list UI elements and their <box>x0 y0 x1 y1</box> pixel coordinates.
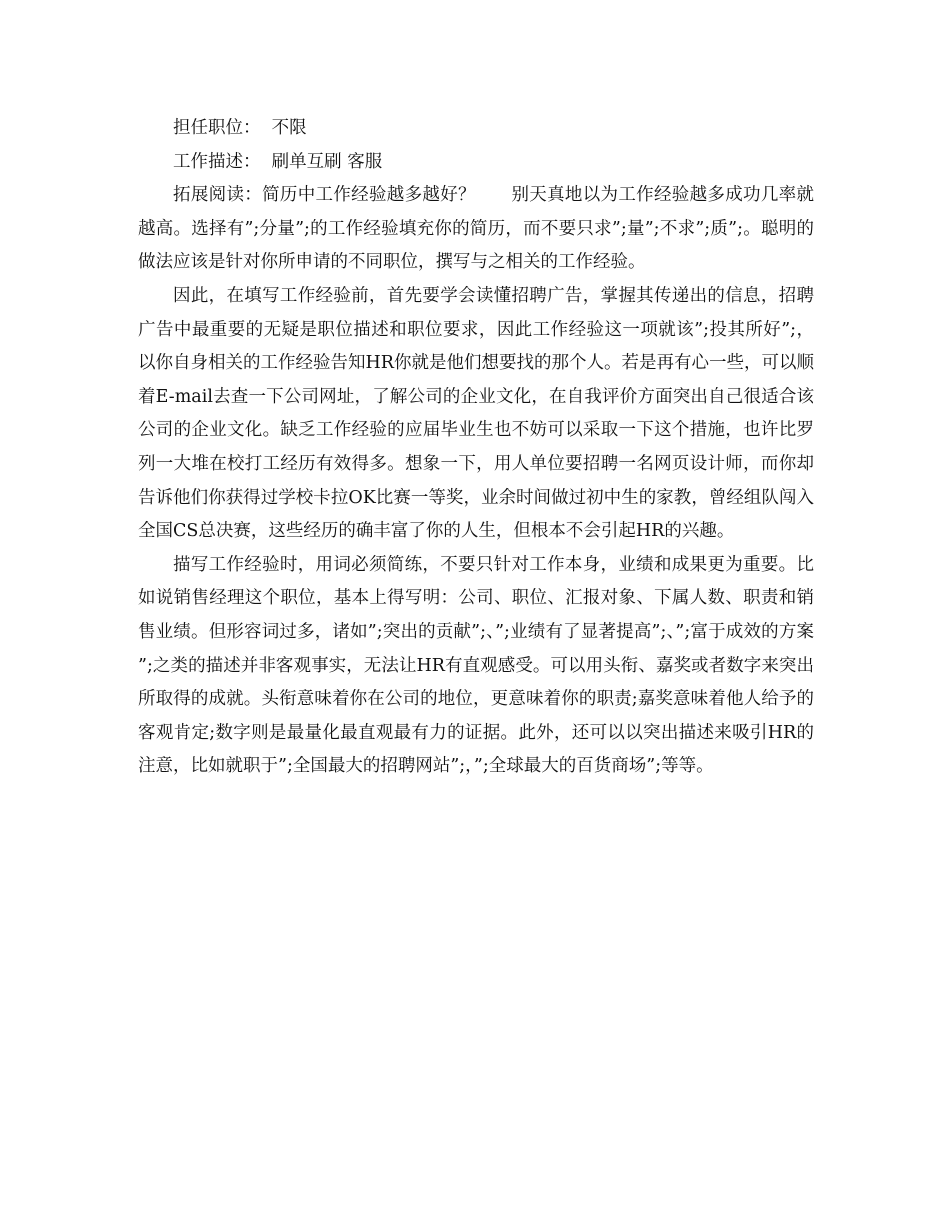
position-value: 不限 <box>271 118 307 138</box>
position-label: 担任职位： <box>173 118 261 138</box>
position-field <box>138 112 814 146</box>
body-paragraph: 描写工作经验时，用词必须简练，不要只针对工作本身，业绩和成果更为重要。比如说销售经理这个职位，基本上得写明：公司、职位、汇报对象、下属人数、职责和销售业绩。但形容词过多，诸如”;突出的贡献”;、”;业绩有了显著提高”;、”;富于成效的方案”;之类的描述并非客观事实，无法让HR有直观感受。可以用头衔、嘉奖或者数字来突出所取得的成就。头衔意味着你在公司的地位，更意味着你的职责;嘉奖意味着他人给予的客观肯定;数字则是最量化最直观最有力的证据。此外，还可以以突出描述来吸引HR的注意，比如就职于”;全国最大的招聘网站”;，”;全球最大的百货商场”;等等。 <box>138 554 814 777</box>
body-paragraph: 因此，在填写工作经验前，首先要学会读懂招聘广告，掌握其传递出的信息，招聘广告中最重要的无疑是职位描述和职位要求，因此工作经验这一项就该”;投其所好”;，以你自身相关的工作经验告知HR你就是他们想要找的那个人。若是再有心一些，可以顺着E-mail去查一下公司网址，了解公司的企业文化，在自我评价方面突出自己很适合该公司的企业文化。缺乏工作经验的应届毕业生也不妨可以采取一下这个措施，也许比罗列一大堆在校打工经历有效得多。想象一下，用人单位要招聘一名网页设计师，而你却告诉他们你获得过学校卡拉OK比赛一等奖，业余时间做过初中生的家教，曾经组队闯入全国CS总决赛，这些经历的确丰富了你的人生，但根本不会引起HR的兴趣。 <box>138 285 814 542</box>
job-description-label: 工作描述： <box>173 151 261 172</box>
body-paragraph: 拓展阅读：简历中工作经验越多越好？ 别天真地以为工作经验越多成功几率就越高。选择有”;分量”;的工作经验填充你的简历，而不要只求”;量”;不求”;质”;。聪明的做法应该是针对你所申请的不同职位，撰写与之相关的工作经验。 <box>138 185 814 273</box>
document-page <box>138 112 814 784</box>
job-description-value: 刷单互刷 客服 <box>271 151 383 172</box>
job-description-field <box>138 146 814 180</box>
